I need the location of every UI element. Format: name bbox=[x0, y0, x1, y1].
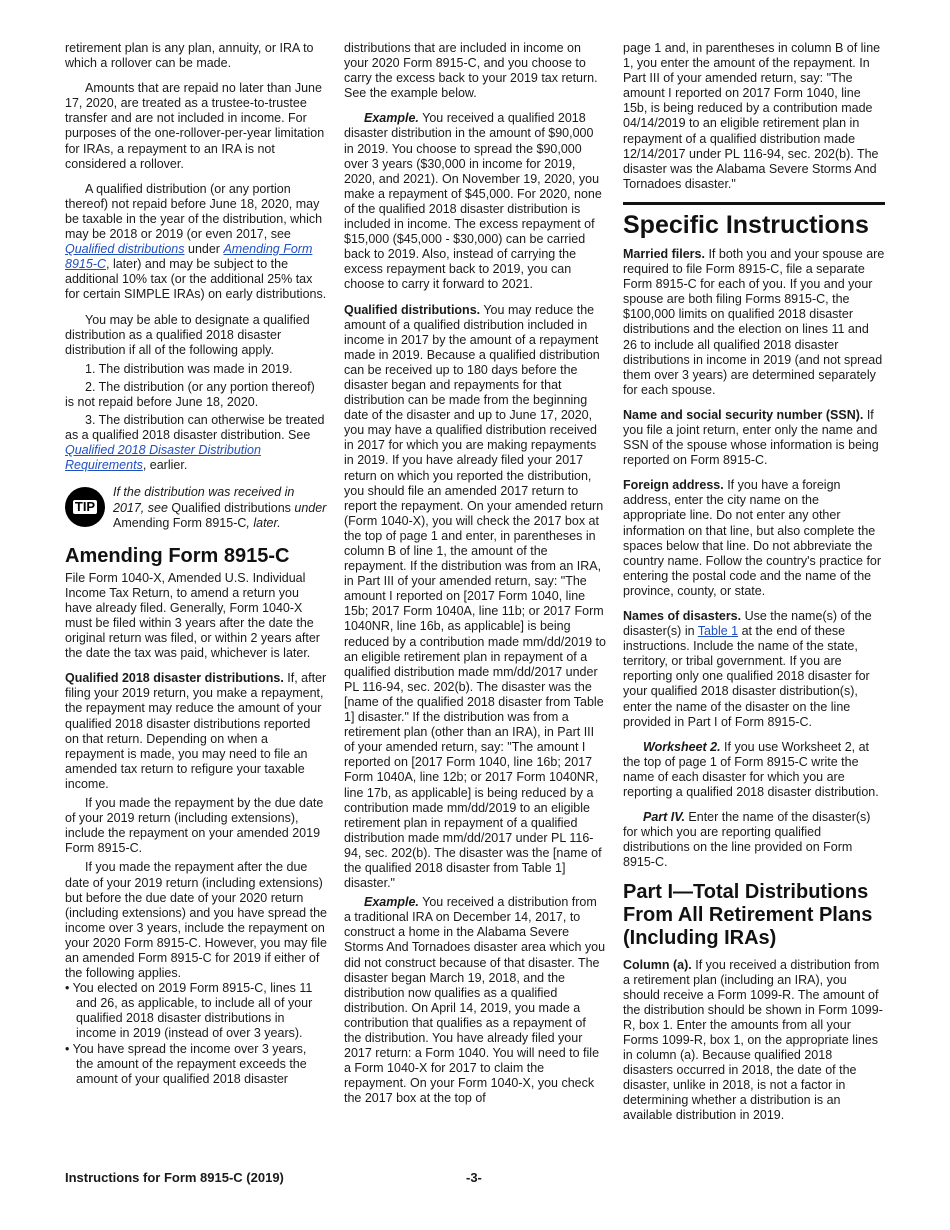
link-amending-form[interactable]: Amending Form 8915-C bbox=[65, 242, 313, 272]
link-table-1[interactable]: Table 1 bbox=[697, 624, 739, 639]
paragraph: Qualified distributions. You may reduce the amount of a qualified distribution included in income in 2017 by the amount of a repayment made in 2019. Because a qualified distribution can be received up to 180 days before the disaster began and repayments for that distribution can be made from the beginning date of the disaster and up to June 17, 2020, you may have a qualified distribution received in 2017 for which you are making repayments in 2019. If you have already filed your 2017 return on which you reported the distribution, you should file an amended 2017 return to report the repayment. On your amended return (Form 1040-X), you will check the 2017 box at the top of page 1 and enter, in parentheses in column B of line 1, the amount of the repayment. If the distribution was from an IRA, in Part III of your amended return, say: "The amount I reported on [2017 Form 1040, line 15b; 2017 Form 1040A, line 11b; or 2017 Form 1040NR, line 16b, as applicable] is being reduced by a contribution made mm/dd/2019 to an eligible retirement plan in repayment of a qualified distribution made mm/dd/2017 under PL 116-94, sec. 202(b). The disaster was the [name of the qualified 2018 disaster from Table 1] disaster." If the distribution was from a retirement plan (other than an IRA), in Part III of your amended return, say: "The amount I reported on [2017 Form 1040, line 16b; 2017 Form 1040A, line 12b; or 2017 Form 1040NR, line 17b, as applicable] is being reduced by a contribution made mm/dd/2019 to an eligible retirement plan in repayment of a qualified distribution made mm/dd/2017 under PL 116-94, sec. 202(b). The disaster was the [name of the qualified 2018 disaster from Table 1] disaster." bbox=[344, 302, 606, 891]
paragraph: Example. You received a qualified 2018 disaster distribution in the amount of $90,000 in 2019. You choose to spread the $90,000 over 3 years ($30,000 in income for 2019, 2020, and 2021). On November 19, 2020, you make a repayment of $45,000. For 2020, none of the qualified 2018 disaster distribution is included in income. The excess repayment of $15,000 ($45,000 - $30,000) can be carried back to 2019. Also, instead of carrying the excess repayment back to 2019, you can choose to carry it forward to 2021. bbox=[344, 111, 602, 292]
bullet-item: • You have spread the income over 3 years, the amount of the repayment exceeds the amount of your qualified 2018 disaster bbox=[65, 1041, 307, 1086]
page-number: -3- bbox=[466, 1170, 482, 1185]
paragraph: Column (a). If you received a distribution from a retirement plan (including an IRA), you should receive a Form 1099-R. The amount of the distribution should be shown in Form 1099-R, box 1. Enter the amounts from all your Forms 1099-R, box 1, on the appropriate lines in column (a). Because qualified 2018 disasters occurred in 2018, the date of the disaster, unlike in 2018, is not a factor in determining whether a distribution is an available distribution in 2019. bbox=[623, 957, 883, 1123]
column-3 bbox=[623, 41, 885, 1134]
paragraph: distributions that are included in income on your 2020 Form 8915-C, and you choose to carry the excess back to your 2019 tax return. See the example below. bbox=[344, 41, 598, 101]
paragraph: Amounts that are repaid no later than June 17, 2020, are treated as a trustee-to-trustee transfer and are not included in income. For purposes of the one-rollover-per-year limitation for IRAs, a repayment to an IRA is not considered a rollover. bbox=[65, 81, 325, 171]
link-qualified-distributions[interactable]: Qualified distributions bbox=[65, 242, 185, 257]
section-heading-amending: Amending Form 8915-C bbox=[65, 544, 290, 567]
paragraph: Foreign address. If you have a foreign address, enter the city name on the appropriate line. Do not enter any other information on that line, but also complete the spaces below that line. Do not abbreviate the country name. Follow the country's practice for entering the postal code and the name of the province, county, or state. bbox=[623, 478, 882, 598]
paragraph: Part IV. Enter the name of the disaster(s) for which you are reporting qualified distributions on the line provided on Form 8915-C. bbox=[623, 810, 871, 870]
section-heading-part-1: Part I—Total Distributions From All Retirement Plans (Including IRAs) bbox=[623, 880, 873, 949]
paragraph: Name and social security number (SSN). If you file a joint return, enter only the name and SSN of the spouse whose information is being reported on Form 8915-C. bbox=[623, 407, 879, 468]
tip-icon: TIP bbox=[65, 487, 105, 527]
paragraph: Qualified 2018 disaster distributions. If, after filing your 2019 return, you make a repayment, the repayment may reduce the amount of your qualified 2018 disaster distributions reported on that return. Depending on when a repayment is made, you may need to file an amended tax return to refigure your taxable income. bbox=[65, 671, 327, 791]
section-heading-specific: Specific Instructions bbox=[623, 202, 885, 239]
paragraph: You may be able to designate a qualified distribution as a qualified 2018 disaster distribution if all of the following apply. bbox=[65, 312, 310, 357]
paragraph: A qualified distribution (or any portion thereof) not repaid before June 18, 2020, may be taxable in the year of the distribution, which may be 2018 or 2019 (or even 2017, see Qualified distributions under Amending Form 8915-C, later) and may be subject to the additional 10% tax (or the additional 25% tax for certain SIMPLE IRAs) on early distributions. bbox=[65, 181, 327, 302]
paragraph: Names of disasters. Use the name(s) of the disaster(s) in Table 1 at the end of these instructions. Include the name of the state, territory, or tribal government. If you are reporting only one qualified 2018 disaster for your qualified 2018 disaster distribution(s), enter the name of the disaster on the line provided in Part I of Form 8915-C. bbox=[623, 609, 872, 729]
paragraph: If you made the repayment after the due date of your 2019 return (including extensions) but before the due date of your 2020 return (including extensions) and you have spread the income over 3 years, include the repayment on your 2020 Form 8915-C. However, you may file an amended Form 8915-C for 2019 if either of the following applies. bbox=[65, 860, 327, 981]
paragraph: If you made the repayment by the due date of your 2019 return (including extensions), include the repayment on your amended 2019 Form 8915-C. bbox=[65, 796, 324, 856]
footer-title: Instructions for Form 8915-C (2019) bbox=[65, 1170, 284, 1185]
list-item: 1. The distribution was made in 2019. bbox=[85, 361, 293, 376]
tip-box bbox=[65, 485, 327, 530]
link-qualified-disaster-requirements[interactable]: Qualified 2018 Disaster Distribution Requirements bbox=[65, 443, 261, 473]
paragraph: File Form 1040-X, Amended U.S. Individual Income Tax Return, to amend a return you have already filed. Generally, Form 1040-X must be filed within 3 years after the date the original return was filed, or within 2 years after the date the tax was paid, whichever is later. bbox=[65, 570, 320, 661]
column-1 bbox=[65, 41, 327, 1087]
paragraph: Worksheet 2. If you use Worksheet 2, at the top of page 1 of Form 8915-C write the name of each disaster for which you are reporting a qualified 2018 disaster distribution. bbox=[623, 739, 879, 800]
paragraph: Married filers. If both you and your spouse are required to file Form 8915-C, file a separate Form 8915-C for each of you. If you and your spouse are both filing Forms 8915-C, the $100,000 limits on qualified 2018 disaster distributions and the election on lines 11 and 26 to include all qualified 2018 disaster distributions in income in 2019 (and not spread them over 3 years) are determined separately for each spouse. bbox=[623, 246, 885, 397]
bullet-item: • You elected on 2019 Form 8915-C, lines 11 and 26, as applicable, to include all of your qualified 2018 disaster distributions in income in 2019 (instead of over 3 years). bbox=[65, 981, 313, 1041]
paragraph: retirement plan is any plan, annuity, or IRA to which a rollover can be made. bbox=[65, 41, 314, 71]
list-item: 3. The distribution can otherwise be treated as a qualified 2018 disaster distribution. See Qualified 2018 Disaster Distribution Requirements, earlier. bbox=[65, 413, 325, 473]
list-item: 2. The distribution (or any portion thereof) is not repaid before June 18, 2020. bbox=[65, 379, 315, 409]
column-2 bbox=[344, 41, 606, 1116]
paragraph: Example. You received a distribution from a traditional IRA on December 14, 2017, to construct a home in the Alabama Severe Storms And Tornadoes disaster area which you did not construct because of that disaster. The disaster began March 19, 2018, and the distribution now qualifies as a qualified distribution. On April 14, 2019, you made a contribution that qualifies as a repayment of the distribution. You have already filed your 2017 return: a Form 1040. You will need to file a Form 1040-X for 2017 to claim the repayment. On your Form 1040-X, you check the 2017 box at the top of bbox=[344, 895, 606, 1106]
tip-text: If the distribution was received in 2017, see Qualified distributions under Amending Form 8915-C, later. bbox=[113, 485, 327, 530]
paragraph: page 1 and, in parentheses in column B of line 1, you enter the amount of the repayment. In Part III of your amended return, say: "The amount I reported on 2017 Form 1040, line 15b, is being reduced by a contribution made 04/14/2019 to an eligible retirement plan in repayment of a qualified distribution made 12/14/2017 under PL 116-94, sec. 202(b). The disaster was the Alabama Severe Storms And Tornadoes disaster." bbox=[623, 41, 881, 191]
